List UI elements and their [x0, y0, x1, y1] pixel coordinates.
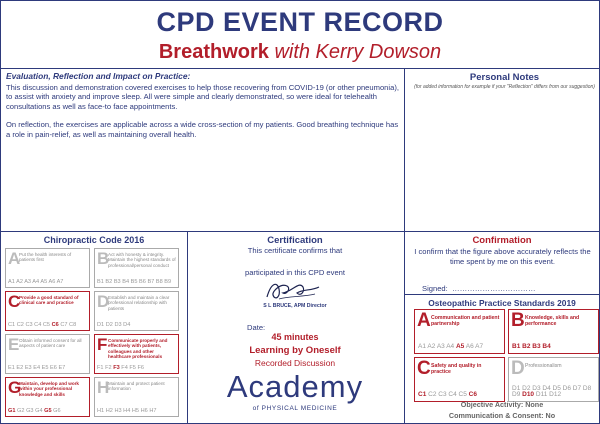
academy-logo-text: Academy: [226, 369, 364, 404]
chiropractic-code: B4: [122, 278, 130, 285]
chiropractic-code: D3: [114, 321, 122, 328]
chiropractic-code: C2: [16, 321, 24, 328]
osteopathic-code: D1: [512, 385, 521, 392]
certification-line-2: participated in this CPD event: [244, 268, 346, 277]
osteopathic-box-d: [508, 357, 599, 402]
osteopathic-code: D3: [532, 385, 541, 392]
director-name: S L BRUCE, APM Director: [263, 303, 327, 309]
chiropractic-heading: Chiropractic Code 2016: [43, 235, 145, 245]
osteopathic-heading: Osteopathic Practice Standards 2019: [428, 298, 576, 308]
evaluation-heading: Evaluation, Reflection and Impact on Practice:: [6, 71, 191, 81]
chiropractic-code: A7: [56, 278, 64, 285]
chiropractic-code: H4: [123, 407, 131, 414]
chiropractic-code: C8: [69, 321, 77, 328]
evaluation-paragraph-2: On reflection, the exercises are applicable across a wide cross-section of my patients. Good breathing technique has a role in pain-relief, as well as maintaining overall health.: [6, 120, 399, 139]
chiropractic-code: G3: [26, 407, 34, 414]
osteopathic-box-description: Professionalism: [525, 363, 562, 369]
osteopathic-code: C3: [438, 391, 447, 398]
osteopathic-code: B1: [512, 343, 521, 350]
chiropractic-code: F4: [121, 364, 128, 371]
chiropractic-code: B2: [105, 278, 113, 285]
chiropractic-code: H2: [105, 407, 113, 414]
signed-field: [422, 284, 536, 293]
chiropractic-box-a: [5, 248, 90, 288]
osteopathic-box-b: [508, 309, 599, 354]
chiropractic-code: A5: [40, 278, 48, 285]
osteopathic-code: D4: [542, 385, 551, 392]
divider-osteo: [404, 294, 599, 295]
chiropractic-code: G5: [44, 407, 52, 414]
confirmation-heading: Confirmation: [472, 235, 532, 246]
chiropractic-box-letter: D: [97, 292, 110, 311]
evaluation-paragraph-1: This discussion and demonstration covered exercises to help those recovering from COVID-19 (or other pneumonia), to assist with anxiety and improve sleep. All were simple and clearly demonstrated, so were ideal for telehealth consultations as well as face-to face appointments.: [6, 82, 399, 111]
osteopathic-code: A5: [455, 343, 465, 350]
chiropractic-code: C7: [60, 321, 68, 328]
personal-notes-heading: Personal Notes: [469, 72, 540, 83]
personal-notes-subtext: (for added information for example if your "Reflection" differs from our suggestion): [414, 84, 595, 90]
chiropractic-box-e: [5, 334, 90, 374]
chiropractic-code: F6: [137, 364, 144, 371]
osteopathic-code: A4: [446, 343, 455, 350]
osteopathic-code: C6: [468, 391, 477, 398]
chiropractic-code: C1: [8, 321, 16, 328]
osteopathic-code: A2: [427, 343, 436, 350]
chiropractic-code: B6: [139, 278, 146, 285]
chiropractic-box-f: [94, 334, 179, 374]
chiropractic-box-g: [5, 377, 90, 417]
chiropractic-code: C5: [42, 321, 51, 328]
osteopathic-box-codes: [418, 344, 501, 350]
chiropractic-code: H6: [140, 407, 148, 414]
certification-line-1: This certificate confirms that: [247, 246, 343, 255]
osteopathic-box-description: Safety and quality in practice: [431, 363, 482, 375]
chiropractic-box-codes: [8, 280, 87, 285]
divider-middle: [1, 231, 599, 232]
presenter-name: with Kerry Dowson: [274, 41, 442, 63]
osteopathic-box-letter: B: [511, 310, 525, 331]
chiropractic-code: F1: [97, 364, 104, 371]
chiropractic-code: B3: [113, 278, 121, 285]
osteopathic-code: B3: [532, 343, 541, 350]
chiropractic-box-codes: [97, 280, 176, 285]
osteopathic-code: D2: [522, 385, 531, 392]
chiropractic-box-codes: [97, 323, 176, 328]
chiropractic-code: E5: [41, 364, 49, 371]
osteopathic-box-letter: A: [417, 310, 431, 331]
objective-activity: Objective Activity: None: [460, 400, 544, 409]
certification-heading: Certification: [267, 235, 323, 246]
signed-label: Signed:: [422, 284, 448, 293]
osteopathic-code: D6: [562, 385, 571, 392]
chiropractic-code: D2: [105, 321, 113, 328]
chiropractic-code: E7: [58, 364, 66, 371]
chiropractic-code: D4: [123, 321, 131, 328]
chiropractic-code: F5: [129, 364, 136, 371]
chiropractic-box-description: Maintain and protect patient information: [108, 381, 165, 392]
chiropractic-box-codes: [8, 323, 87, 328]
osteopathic-box-description: Communication and patient partnership: [431, 315, 500, 327]
osteopathic-box-letter: D: [511, 358, 525, 379]
director-signature: [263, 277, 323, 303]
chiropractic-box-c: [5, 291, 90, 331]
chiropractic-code: A1: [8, 278, 15, 285]
chiropractic-box-description: Maintain, develop and work within your professional knowledge and skills: [19, 381, 79, 397]
signed-line: ……………………………: [452, 284, 536, 293]
osteopathic-box-codes: [512, 344, 595, 350]
chiropractic-box-description: Obtain informed consent for all aspects of patient care: [19, 338, 82, 349]
osteopathic-code: B2: [522, 343, 531, 350]
chiropractic-box-letter: A: [8, 249, 21, 268]
chiropractic-code: D1: [97, 321, 105, 328]
chiropractic-box-description: Put the health interests of patients first: [19, 252, 72, 263]
chiropractic-code: G2: [17, 407, 25, 414]
chiropractic-box-codes: [97, 409, 176, 414]
chiropractic-box-h: [94, 377, 179, 417]
osteopathic-code: C1: [418, 391, 427, 398]
chiropractic-code: A4: [32, 278, 40, 285]
chiropractic-code: E4: [33, 364, 41, 371]
chiropractic-box-codes: [8, 409, 87, 414]
chiropractic-box-letter: H: [97, 378, 110, 397]
osteopathic-code: D11: [535, 391, 548, 398]
communication-consent: Communication & Consent: No: [448, 411, 556, 420]
osteopathic-box-a: [414, 309, 505, 354]
chiropractic-code: C3: [25, 321, 33, 328]
chiropractic-box-letter: C: [8, 292, 21, 311]
chiropractic-code: G1: [8, 407, 16, 414]
osteopathic-box-c: [414, 357, 505, 402]
chiropractic-code: H5: [131, 407, 140, 414]
chiropractic-code: E6: [50, 364, 57, 371]
chiropractic-code: B8: [155, 278, 163, 285]
chiropractic-code: B7: [147, 278, 155, 285]
osteopathic-code: D9: [512, 391, 521, 398]
chiropractic-box-letter: F: [97, 335, 108, 354]
divider-top: [1, 68, 599, 69]
osteopathic-code: D10: [522, 391, 535, 398]
learning-type: Learning by Oneself: [249, 345, 341, 356]
chiropractic-box-b: [94, 248, 179, 288]
chiropractic-code: H3: [114, 407, 122, 414]
osteopathic-code: D7: [572, 385, 582, 392]
osteopathic-box-codes: [512, 386, 595, 398]
osteopathic-code: A7: [475, 343, 484, 350]
chiropractic-box-description: Establish and maintain a clear professional relationship with patients: [108, 295, 170, 311]
osteopathic-code: D5: [552, 385, 561, 392]
chiropractic-code: H1: [97, 407, 105, 414]
osteopathic-code: A6: [465, 343, 474, 350]
osteopathic-code: D8: [582, 385, 592, 392]
activity-type: Recorded Discussion: [254, 358, 336, 368]
osteopathic-box-codes: [418, 392, 501, 398]
duration: 45 minutes: [271, 332, 319, 342]
chiropractic-code: E2: [16, 364, 24, 371]
osteopathic-box-letter: C: [417, 358, 431, 379]
osteopathic-code: B4: [542, 343, 551, 350]
academy-logo-subtext: of PHYSICAL MEDICINE: [252, 405, 338, 412]
chiropractic-code: C6: [51, 321, 59, 328]
chiropractic-box-d: [94, 291, 179, 331]
chiropractic-code: C4: [34, 321, 42, 328]
chiropractic-code: G6: [53, 407, 61, 414]
page-title: CPD EVENT RECORD: [156, 7, 444, 37]
chiropractic-code: E3: [24, 364, 32, 371]
confirmation-text: I confirm that the figure above accurately reflects the time spent by me on this event.: [414, 247, 591, 266]
chiropractic-box-codes: [8, 366, 87, 371]
chiropractic-box-letter: B: [97, 249, 110, 268]
chiropractic-box-description: Communicate properly and effectively with patients, colleagues and other healthcare professionals: [108, 338, 168, 359]
chiropractic-code: A2: [16, 278, 23, 285]
event-name: Breathwork: [158, 41, 269, 63]
chiropractic-code: B5: [130, 278, 138, 285]
chiropractic-code: E1: [8, 364, 15, 371]
chiropractic-code: G4: [35, 407, 43, 414]
event-subtitle: [1, 41, 599, 64]
osteopathic-code: C4: [448, 391, 457, 398]
chiropractic-code: A3: [24, 278, 32, 285]
chiropractic-code: B1: [97, 278, 104, 285]
chiropractic-code: B9: [164, 278, 172, 285]
chiropractic-code: F2: [105, 364, 112, 371]
chiropractic-code: A6: [48, 278, 56, 285]
chiropractic-box-description: Provide a good standard of clinical care and practice: [19, 295, 79, 306]
chiropractic-code: F3: [113, 364, 120, 371]
date-label: Date:: [247, 323, 266, 332]
evaluation-section: [6, 72, 404, 149]
osteopathic-code: A1: [418, 343, 426, 350]
chiropractic-box-description: Act with honesty & integrity. Maintain the highest standards of professional/personal conduct: [108, 252, 176, 268]
chiropractic-box-codes: [97, 366, 176, 371]
osteopathic-code: A3: [436, 343, 445, 350]
chiropractic-box-letter: G: [8, 378, 22, 397]
osteopathic-code: D12: [549, 391, 562, 398]
chiropractic-code: H7: [149, 407, 157, 414]
chiropractic-box-letter: E: [8, 335, 20, 354]
osteopathic-code: C5: [458, 391, 467, 398]
osteopathic-code: C2: [428, 391, 437, 398]
osteopathic-box-description: Knowledge, skills and performance: [525, 315, 580, 327]
